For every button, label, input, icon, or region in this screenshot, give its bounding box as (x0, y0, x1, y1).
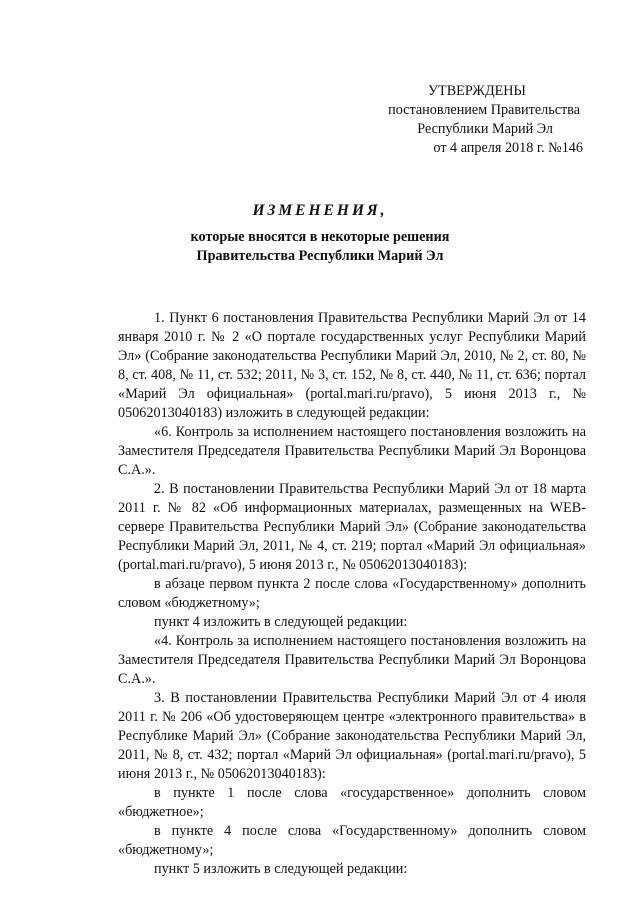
document-subtitle (0, 228, 640, 266)
subtitle-line-1: которые вносятся в некоторые решения (190, 229, 450, 245)
paragraph-1: 1. Пункт 6 постановления Правительства Республики Марий Эл от 14 января 2010 г. № 2 «О портале государственных услуг Республики Марий Эл» (Собрание законодательства Республики Марий Эл, 2010, № 2, ст. 80, № 8, ст. 408, № 11, ст. 532; 2011, № 3, ст. 152, № 8, ст. 440, № 11, ст. 636; портал «Марий Эл официальная» (portal.mari.ru/pravo), 5 июня 2013 г., № 05062013040183) изложить в следующей редакции: (118, 310, 586, 421)
paragraph-6: «4. Контроль за исполнением настоящего постановления возложить на Заместителя Председателя Правительства Республики Марий Эл Воронцова С.А.». (118, 633, 586, 687)
paragraph-5: пункт 4 изложить в следующей редакции: (154, 614, 408, 630)
paragraph-2: «6. Контроль за исполнением настоящего постановления возложить на Заместителя Председателя Правительства Республики Марий Эл Воронцова С.А.». (118, 424, 586, 478)
approved-date-line: от 4 апреля 2018 г. №146 (433, 140, 583, 156)
document-body (118, 309, 586, 879)
subtitle-line-2: Правительства Республики Марий Эл (196, 248, 444, 264)
paragraph-3: 2. В постановлении Правительства Республики Марий Эл от 18 марта 2011 г. № 82 «Об информационных материалах, размещенных на WEB-сервере Правительства Республики Марий Эл» (Собрание законодательства Республики Марий Эл, 2011, № 4, ст. 219; портал «Марий Эл официальная» (portal.mari.ru/pravo), 5 июня 2013 г., № 05062013040183): (118, 481, 586, 573)
document-title: ИЗМЕНЕНИЯ, (252, 202, 388, 219)
paragraph-9: в пункте 4 после слова «Государственному» дополнить словом «бюджетному»; (118, 823, 586, 858)
paragraph-8: в пункте 1 после слова «государственное» дополнить словом «бюджетное»; (118, 785, 586, 820)
paragraph-4: в абзаце первом пункта 2 после слова «Государственному» дополнить словом «бюджетному»; (118, 576, 586, 611)
paragraph-7: 3. В постановлении Правительства Республики Марий Эл от 4 июля 2011 г. № 206 «Об удостоверяющем центре «электронного правительства» в Республике Марий Эл» (Собрание законодательства Республики Марий Эл, 2011, № 8, ст. 432; портал «Марий Эл официальная» (portal.mari.ru/pravo), 5 июня 2013 г., № 05062013040183): (118, 690, 586, 782)
paragraph-10: пункт 5 изложить в следующей редакции: (154, 861, 408, 877)
approved-heading: УТВЕРЖДЕНЫ (428, 83, 526, 99)
approved-by-line: постановлением Правительства (388, 102, 580, 118)
approved-republic-line: Республики Марий Эл (417, 121, 553, 137)
approval-stamp (356, 82, 586, 158)
